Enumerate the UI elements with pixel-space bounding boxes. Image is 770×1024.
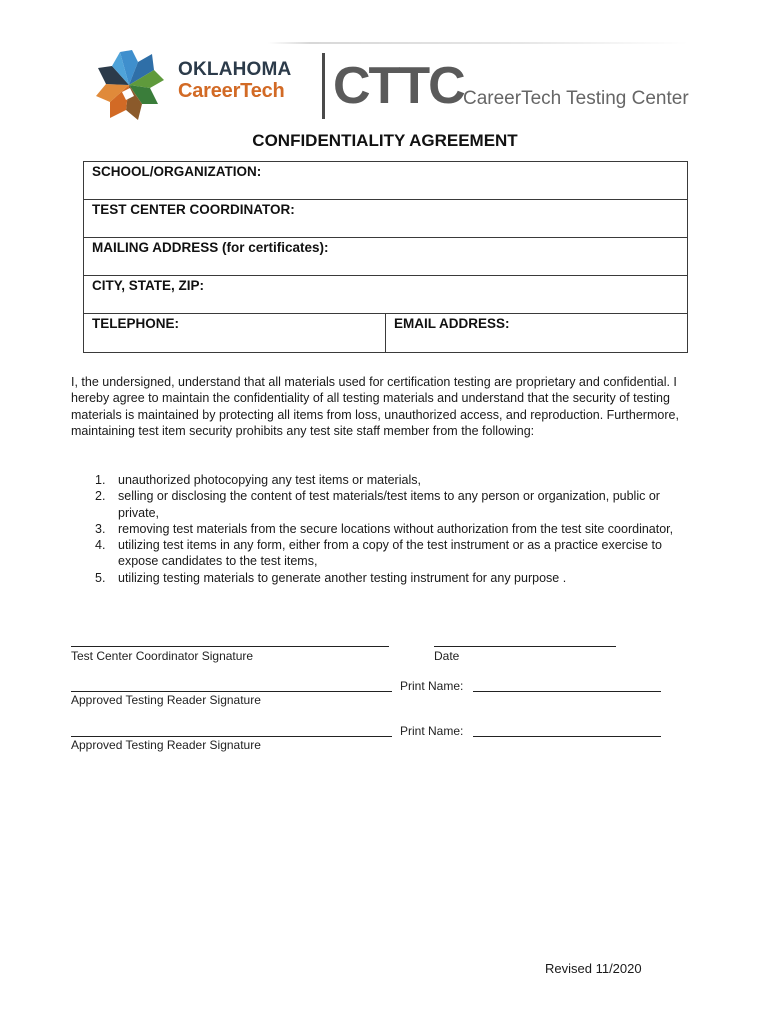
list-item-text: selling or disclosing the content of test materials/test items to any person or organization, public or private, bbox=[118, 489, 660, 520]
list-item bbox=[71, 570, 701, 586]
coordinator-field[interactable] bbox=[84, 200, 687, 238]
reader1-signature-line[interactable] bbox=[71, 691, 392, 692]
print-name-label-1: Print Name: bbox=[400, 679, 464, 693]
phone-email-row bbox=[84, 314, 687, 352]
list-item-number: 4. bbox=[95, 538, 106, 553]
city-state-zip-field[interactable] bbox=[84, 276, 687, 314]
list-item-number: 3. bbox=[95, 521, 106, 536]
logo-divider bbox=[322, 53, 325, 119]
list-item-text: removing test materials from the secure locations without authorization from the test site coordinator, bbox=[118, 521, 674, 536]
print-name-line-2[interactable] bbox=[473, 736, 661, 737]
coordinator-signature-line[interactable] bbox=[71, 646, 389, 647]
list-item-text: utilizing testing materials to generate another testing instrument for any purpose . bbox=[118, 570, 567, 585]
list-item-number: 1. bbox=[95, 473, 106, 487]
list-item bbox=[71, 521, 701, 537]
telephone-field[interactable] bbox=[84, 314, 386, 352]
list-item bbox=[71, 472, 701, 488]
coordinator-label: TEST CENTER COORDINATOR: bbox=[92, 202, 295, 217]
print-name-label-2: Print Name: bbox=[400, 724, 464, 738]
coordinator-signature-label: Test Center Coordinator Signature bbox=[71, 649, 254, 663]
list-item-text: utilizing test items in any form, either from a copy of the test instrument or as a practice exercise to expose candidates to the test items, bbox=[118, 538, 662, 569]
center-abbrev-logo: CTTC bbox=[333, 57, 464, 115]
reader2-signature-label: Approved Testing Reader Signature bbox=[71, 738, 261, 752]
org-name-top: OKLAHOMA bbox=[178, 59, 292, 80]
scan-artifact-line bbox=[268, 42, 688, 44]
prohibited-actions-list bbox=[71, 472, 701, 586]
school-label: SCHOOL/ORGANIZATION: bbox=[92, 164, 262, 179]
reader2-signature-line[interactable] bbox=[71, 736, 392, 737]
agreement-paragraph: I, the undersigned, understand that all materials used for certification testing are proprietary and confidential. I hereby agree to maintain the confidentiality of all testing materials and understand that the security of testing materials is maintained by protecting all items from loss, unauthorized access, and reproduction. Furthermore, maintaining test item security prohibits any test site staff member from the following: bbox=[71, 375, 679, 438]
print-name-line-1[interactable] bbox=[473, 691, 661, 692]
list-item-number: 2. bbox=[95, 489, 106, 504]
list-item bbox=[71, 537, 701, 570]
school-field[interactable] bbox=[84, 162, 687, 200]
address-field[interactable] bbox=[84, 238, 687, 276]
reader1-signature-label: Approved Testing Reader Signature bbox=[71, 693, 261, 707]
telephone-label: TELEPHONE: bbox=[92, 316, 180, 331]
revision-date: Revised 11/2020 bbox=[545, 961, 642, 976]
date-label: Date bbox=[434, 649, 460, 663]
city-state-zip-label: CITY, STATE, ZIP: bbox=[92, 278, 205, 293]
list-item-text: unauthorized photocopying any test items or materials, bbox=[118, 473, 421, 487]
email-label: EMAIL ADDRESS: bbox=[394, 316, 510, 331]
list-item-number: 5. bbox=[95, 570, 106, 585]
list-item bbox=[71, 488, 701, 521]
page-title: CONFIDENTIALITY AGREEMENT bbox=[252, 131, 518, 150]
center-name: CareerTech Testing Center bbox=[463, 88, 689, 109]
org-name-bottom: CareerTech bbox=[178, 80, 285, 102]
email-field[interactable] bbox=[386, 314, 687, 352]
oklahoma-careertech-star-icon bbox=[94, 48, 164, 122]
contact-form-table bbox=[83, 161, 688, 353]
address-label: MAILING ADDRESS (for certificates): bbox=[92, 240, 329, 255]
date-line[interactable] bbox=[434, 646, 616, 647]
